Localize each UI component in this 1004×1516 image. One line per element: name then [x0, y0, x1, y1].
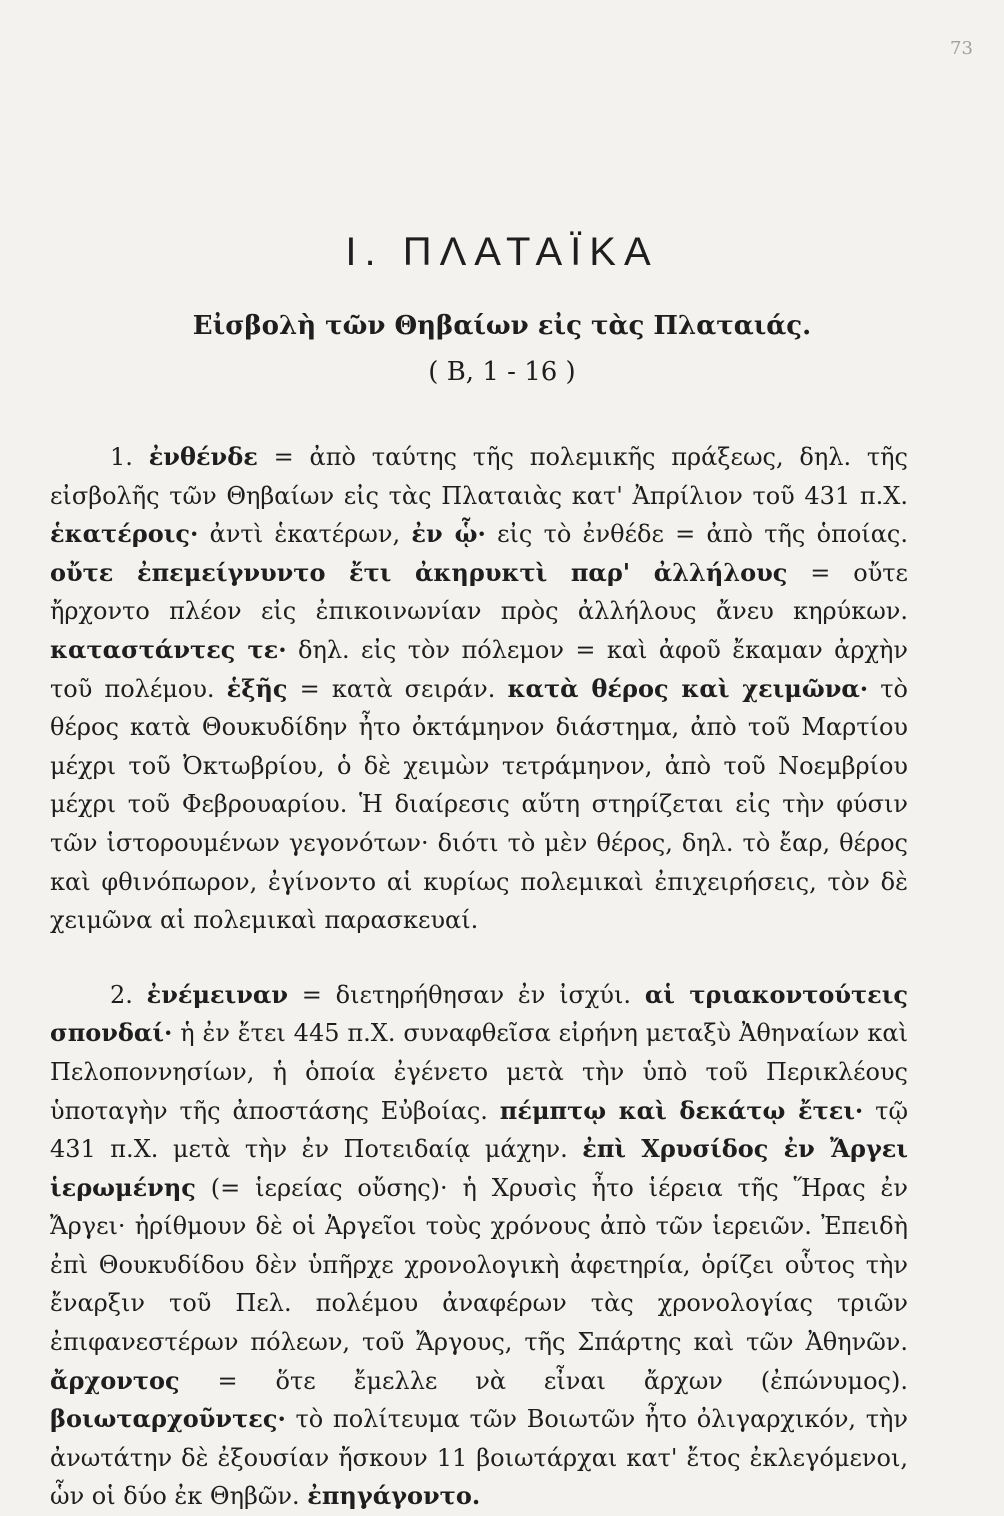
text-reference: ( B, 1 - 16 ) — [428, 357, 576, 387]
gloss-text: τὸ πολίτευμα τῶν Βοιωτῶν ἦτο ὀλιγαρχικόν, τὴν ἀνωτάτην δὲ ἐξουσίαν ἤσκουν 11 βοιωτάρχαι κατ' ἔτος ἐκλεγόμενοι, ὧν οἱ δύο ἐκ Θηβῶν. — [50, 1405, 908, 1511]
section-subtitle: Εἰσβολὴ τῶν Θηβαίων εἰς τὰς Πλαταιάς. — [192, 311, 812, 341]
lemma-term: πέμπτῳ καὶ δεκάτῳ ἔτει· — [499, 1095, 864, 1125]
lemma-term: ἑκατέροις· — [50, 519, 199, 549]
gloss-text: ἡ ἐν ἔτει 445 π.Χ. συναφθεῖσα εἰρήνη μεταξὺ Ἀθηναίων καὶ Πελοποννησίων, ἡ ὁποία ἐγένετο μετὰ τὴν ὑπὸ τοῦ Περικλέους ὑποταγὴν τῆς ἀποστάσης Εὐβοίας. — [50, 1019, 908, 1125]
lemma-term: οὔτε ἐπεμείγνυντο ἔτι ἀκηρυκτὶ παρ' ἀλλήλους — [50, 557, 788, 587]
gloss-text: = οὔτε ἤρχοντο πλέον εἰς ἐπικοινωνίαν πρὸς ἀλλήλους ἄνευ κηρύκων. — [50, 558, 908, 626]
gloss-text: δηλ. εἰς τὸν πόλεμον = καὶ ἀφοῦ ἔκαμαν ἀρχὴν τοῦ πολέμου. — [50, 635, 908, 703]
paragraph-number: 1. — [110, 443, 149, 471]
lemma-term: ἐνθένδε — [148, 442, 258, 471]
chapter-header — [0, 230, 1004, 387]
lemma-term: βοιωταρχοῦντες· — [50, 1404, 286, 1434]
gloss-text: ἀντὶ ἑκατέρων, — [198, 520, 412, 549]
lemma-term: αἱ τριακοντούτεις σπονδαί· — [50, 979, 908, 1048]
lemma-term: ἄρχοντος — [50, 1365, 180, 1395]
gloss-text: = ἀπὸ ταύτης τῆς πολεμικῆς πράξεως, δηλ. τῆς εἰσβολῆς τῶν Θηβαίων εἰς τὰς Πλαταιὰς κατ' Ἀπρίλιον τοῦ 431 π.Χ. — [50, 443, 908, 510]
commentary-paragraph-2 — [50, 976, 908, 1516]
lemma-term: ἐν ᾧ· — [411, 519, 486, 549]
gloss-text: εἰς τὸ ἐνθέδε = ἀπὸ τῆς ὁποίας. — [485, 520, 908, 549]
gloss-text: = ὅτε ἔμελλε νὰ εἶναι ἄρχων (ἐπώνυμος). — [179, 1366, 908, 1395]
gloss-text: = κατὰ σειράν. — [287, 674, 508, 703]
lemma-term: ἐπὶ Χρυσίδος ἐν Ἄργει ἱερωμένης — [50, 1134, 908, 1202]
commentary-body — [50, 438, 908, 1516]
paragraph-number: 2. — [110, 980, 147, 1009]
lemma-term: ἐπηγάγοντο. — [307, 1481, 481, 1511]
commentary-paragraph-1 — [50, 438, 908, 940]
page-number: 73 — [950, 38, 973, 59]
lemma-term: κατὰ θέρος καὶ χειμῶνα· — [507, 673, 869, 703]
gloss-text: (= ἱερείας οὔσης)· ἡ Χρυσὶς ἦτο ἱέρεια τῆς Ἥρας ἐν Ἄργει· ἠρίθμουν δὲ οἱ Ἀργεῖοι τοὺς χρόνους ἀπὸ τῶν ἱερειῶν. Ἐπειδὴ ἐπὶ Θουκυδίδου δὲν ὑπῆρχε χρονολογικὴ ἀφετηρία, ὁρίζει οὗτος τὴν ἔναρξιν τοῦ Πελ. πολέμου ἀναφέρων τὰς χρονολογίας τριῶν ἐπιφανεστέρων πόλεων, τοῦ Ἄργους, τῆς Σπάρτης καὶ τῶν Ἀθηνῶν. — [50, 1173, 908, 1357]
lemma-term: ἑξῆς — [226, 673, 288, 703]
gloss-text: = διετηρήθησαν ἐν ἰσχύι. — [288, 980, 645, 1009]
chapter-title: I. ΠΛΑΤΑΪΚΑ — [345, 230, 659, 274]
gloss-text: τῷ 431 π.Χ. μετὰ τὴν ἐν Ποτειδαίᾳ μάχην. — [50, 1096, 909, 1164]
lemma-term: ἐνέμειναν — [146, 979, 289, 1009]
gloss-text: τὸ θέρος κατὰ Θουκυδίδην ἦτο ὀκτάμηνον διάστημα, ἀπὸ τοῦ Μαρτίου μέχρι τοῦ Ὀκτωβρίου, ὁ δὲ χειμὼν τετράμηνον, ἀπὸ τοῦ Νοεμβρίου μέχρι τοῦ Φεβρουαρίου. Ἡ διαίρεσις αὕτη στηρίζεται εἰς τὴν φύσιν τῶν ἱστορουμένων γεγονότων· διότι τὸ μὲν θέρος, δηλ. τὸ ἔαρ, θέρος καὶ φθινόπωρον, ἐγίνοντο αἱ κυρίως πολεμικαὶ ἐπιχειρήσεις, τὸν δὲ χειμῶνα αἱ πολεμικαὶ παρασκευαί. — [50, 674, 908, 935]
lemma-term: καταστάντες τε· — [50, 634, 287, 664]
